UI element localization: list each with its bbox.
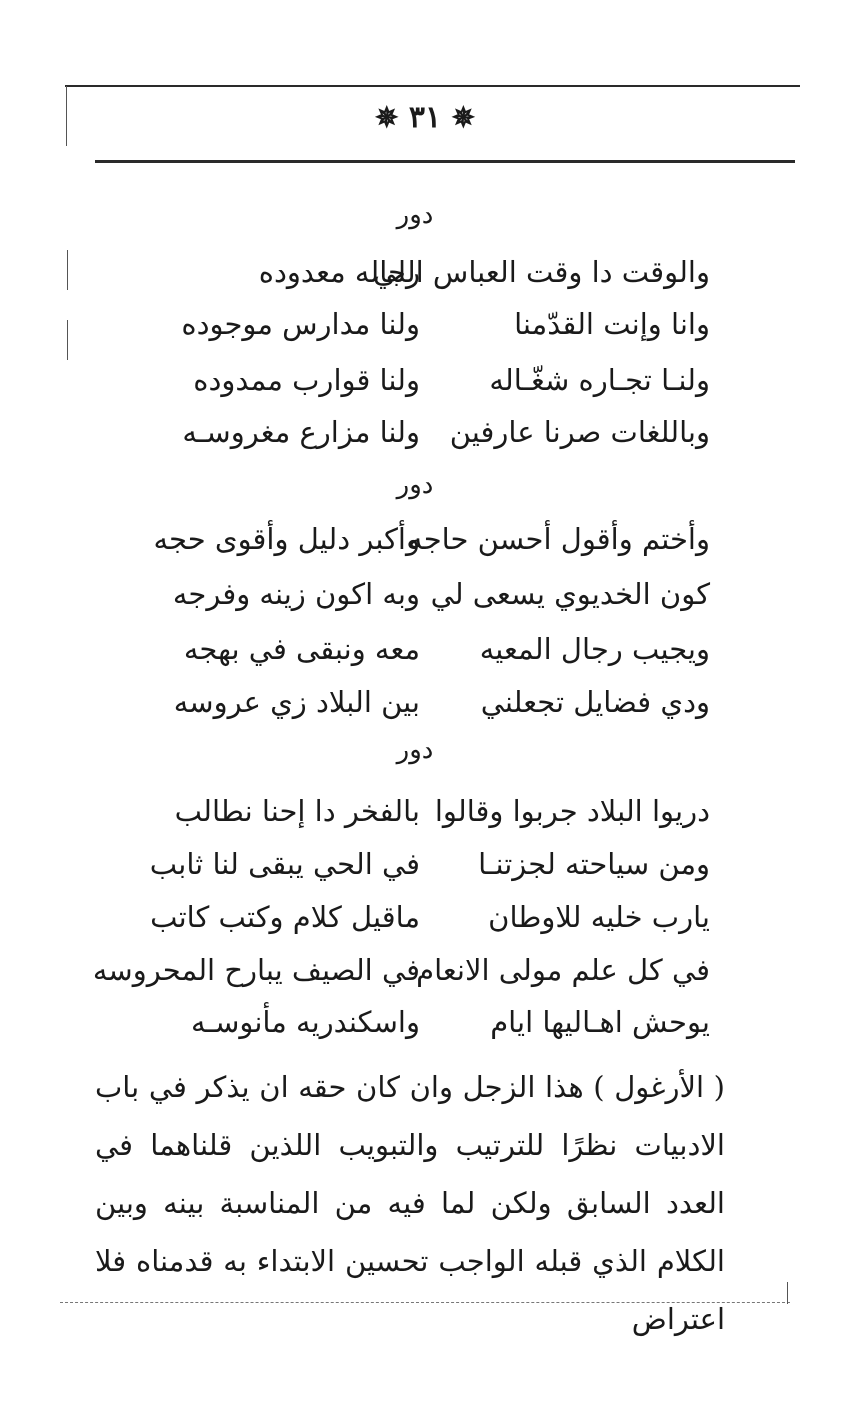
verse-line [150, 515, 710, 563]
verse-line [150, 408, 710, 456]
bottom-right-mark [787, 1282, 788, 1304]
verse-hemistich-second: ماقيل كلام وكتب كاتب [150, 900, 420, 934]
verse-hemistich-second: ولنا مزارع مغروسـه [182, 415, 420, 449]
page-number-header [0, 100, 850, 135]
star-ornament-icon: ✵ [374, 101, 399, 134]
verse-hemistich-first: في كل علم مولى الانعام [416, 953, 710, 987]
verse-hemistich-first: وباللغات صرنا عارفين [449, 415, 710, 449]
stanza-heading: دور [396, 470, 434, 500]
verse-hemistich-second: ولنا قوارب ممدوده [193, 363, 420, 397]
verse-hemistich-second: رجاله معدوده [258, 255, 420, 289]
verse-line [92, 946, 710, 994]
stanza-heading: دور [396, 200, 434, 230]
verse-hemistich-second: وبه اكون زينه وفرجه [172, 577, 420, 611]
verse-hemistich-first: والوقت دا وقت العباس اللي [373, 255, 710, 289]
verse-hemistich-first: وانا وإنت القدّمنا [514, 307, 710, 341]
verse-hemistich-second: واسكندريه مأنوسـه [191, 1005, 420, 1039]
verse-hemistich-first: ولنـا تجـاره شغّـاله [489, 363, 710, 397]
top-outer-rule [65, 85, 800, 87]
verse-hemistich-first: وأختم وأقول أحسن حاجه [408, 522, 710, 556]
bottom-dashed-rule [60, 1302, 790, 1303]
verse-line [150, 678, 710, 726]
verse-hemistich-second: في الحي يبقى لنا ثابب [149, 847, 420, 881]
verse-hemistich-second: وأكبر دليل وأقوى حجه [153, 522, 420, 556]
verse-line [150, 356, 710, 404]
verse-hemistich-second: بين البلاد زي عروسه [173, 685, 420, 719]
verse-hemistich-first: كون الخديوي يسعى لي [430, 577, 710, 611]
left-margin-mark [67, 250, 68, 290]
verse-hemistich-first: دريوا البلاد جربوا وقالوا [434, 794, 710, 828]
verse-line [150, 300, 710, 348]
verse-line [150, 248, 710, 296]
verse-hemistich-first: يارب خليه للاوطان [488, 900, 710, 934]
verse-hemistich-second: ولنا مدارس موجوده [181, 307, 420, 341]
verse-line [150, 787, 710, 835]
verse-hemistich-first: ويجيب رجال المعيه [479, 632, 710, 666]
verse-line [150, 893, 710, 941]
verse-hemistich-first: يوحش اهـاليها ايام [490, 1005, 710, 1039]
verse-hemistich-second: بالفخر دا إحنا نطالب [174, 794, 420, 828]
verse-line [150, 570, 710, 618]
star-ornament-icon: ✵ [451, 101, 476, 134]
verse-hemistich-first: ودي فضايل تجعلني [480, 685, 710, 719]
page-number: ٣١ [408, 100, 442, 135]
verse-line [150, 625, 710, 673]
verse-hemistich-first: ومن سياحته لجزتنـا [478, 847, 710, 881]
verse-hemistich-second: معه ونبقى في بهجه [183, 632, 420, 666]
left-margin-mark-2 [67, 320, 68, 360]
verse-hemistich-second: في الصيف يبارح المحروسه [92, 953, 420, 987]
verse-line [150, 998, 710, 1046]
editor-note: ( الأرغول ) هذا الزجل وان كان حقه ان يذكر في باب الادبيات نظرًا للترتيب والتبويب اللذين قلناهما في العدد السابق ولكن لما فيه من المناسبة بينه وبين الكلام الذي قبله الواجب تحسين الابتداء به قدمناه فلا اعتراض [95, 1070, 725, 1336]
verse-line [150, 840, 710, 888]
header-rule [95, 160, 795, 163]
stanza-heading: دور [396, 735, 434, 765]
